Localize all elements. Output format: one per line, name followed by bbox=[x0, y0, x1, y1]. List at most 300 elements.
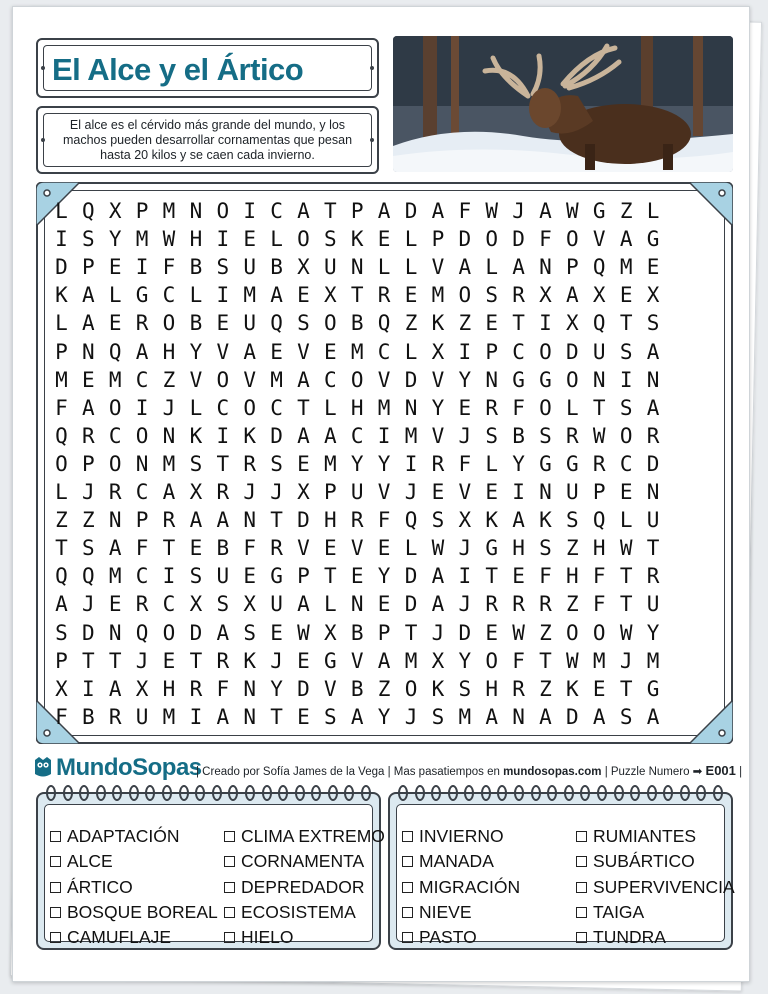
grid-letter[interactable]: C bbox=[350, 423, 364, 448]
grid-letter[interactable]: K bbox=[243, 423, 256, 448]
grid-letter[interactable]: U bbox=[216, 564, 230, 589]
grid-letter[interactable]: N bbox=[539, 480, 552, 505]
grid-letter[interactable]: A bbox=[350, 704, 364, 729]
grid-letter[interactable]: R bbox=[108, 704, 122, 729]
grid-letter[interactable]: Q bbox=[592, 311, 606, 336]
grid-letter[interactable]: I bbox=[243, 199, 256, 223]
grid-letter[interactable]: A bbox=[512, 255, 525, 280]
grid-letter[interactable]: N bbox=[82, 339, 95, 364]
grid-letter[interactable]: V bbox=[431, 255, 445, 280]
grid-letter[interactable]: J bbox=[458, 423, 472, 448]
grid-letter[interactable]: P bbox=[82, 255, 95, 280]
grid-letter[interactable]: G bbox=[539, 367, 552, 392]
grid-letter[interactable]: T bbox=[55, 536, 68, 561]
grid-letter[interactable]: X bbox=[189, 592, 203, 617]
grid-letter[interactable]: A bbox=[216, 620, 230, 645]
grid-letter[interactable]: E bbox=[458, 395, 472, 420]
grid-letter[interactable]: R bbox=[135, 592, 149, 617]
grid-letter[interactable]: M bbox=[404, 648, 418, 673]
grid-letter[interactable]: C bbox=[135, 480, 149, 505]
grid-letter[interactable]: E bbox=[377, 536, 391, 561]
checkbox-icon[interactable] bbox=[402, 856, 413, 867]
grid-letter[interactable]: B bbox=[189, 311, 203, 336]
grid-letter[interactable]: R bbox=[108, 480, 122, 505]
grid-letter[interactable]: Z bbox=[539, 676, 552, 701]
grid-letter[interactable]: X bbox=[458, 508, 472, 533]
grid-letter[interactable]: W bbox=[566, 648, 579, 673]
grid-letter[interactable]: M bbox=[108, 367, 122, 392]
grid-letter[interactable]: J bbox=[270, 648, 283, 673]
grid-letter[interactable]: R bbox=[82, 423, 95, 448]
grid-letter[interactable]: X bbox=[324, 283, 337, 308]
grid-letter[interactable]: T bbox=[324, 564, 337, 589]
grid-letter[interactable]: J bbox=[135, 648, 149, 673]
grid-letter[interactable]: K bbox=[350, 227, 364, 252]
grid-letter[interactable]: P bbox=[82, 451, 95, 476]
grid-letter[interactable]: L bbox=[566, 395, 579, 420]
grid-letter[interactable]: Q bbox=[55, 564, 68, 589]
grid-letter[interactable]: P bbox=[135, 508, 149, 533]
grid-letter[interactable]: T bbox=[512, 311, 525, 336]
grid-letter[interactable]: E bbox=[485, 311, 499, 336]
grid-letter[interactable]: A bbox=[297, 423, 310, 448]
grid-letter[interactable]: T bbox=[592, 395, 606, 420]
grid-letter[interactable]: Q bbox=[270, 311, 283, 336]
grid-letter[interactable]: U bbox=[243, 311, 256, 336]
grid-letter[interactable]: O bbox=[566, 620, 579, 645]
grid-letter[interactable]: A bbox=[431, 564, 445, 589]
grid-letter[interactable]: B bbox=[512, 423, 525, 448]
checkbox-icon[interactable] bbox=[402, 831, 413, 842]
grid-letter[interactable]: I bbox=[216, 423, 230, 448]
grid-letter[interactable]: M bbox=[108, 564, 122, 589]
word-item[interactable]: RUMIANTES bbox=[576, 824, 735, 849]
grid-letter[interactable]: A bbox=[108, 676, 122, 701]
grid-letter[interactable]: S bbox=[485, 283, 499, 308]
grid-letter[interactable]: A bbox=[431, 592, 445, 617]
grid-letter[interactable]: Z bbox=[539, 620, 552, 645]
grid-letter[interactable]: U bbox=[592, 339, 606, 364]
grid-letter[interactable]: L bbox=[485, 255, 499, 280]
grid-letter[interactable]: A bbox=[485, 704, 499, 729]
grid-letter[interactable]: C bbox=[324, 367, 337, 392]
grid-letter[interactable]: E bbox=[485, 620, 499, 645]
grid-letter[interactable]: F bbox=[539, 564, 552, 589]
checkbox-icon[interactable] bbox=[50, 856, 61, 867]
grid-letter[interactable]: J bbox=[162, 395, 176, 420]
grid-letter[interactable]: S bbox=[324, 227, 337, 252]
grid-letter[interactable]: G bbox=[592, 199, 606, 223]
grid-letter[interactable]: D bbox=[404, 367, 418, 392]
grid-letter[interactable]: T bbox=[646, 536, 660, 561]
grid-letter[interactable]: T bbox=[297, 395, 310, 420]
grid-letter[interactable]: U bbox=[270, 592, 283, 617]
grid-letter[interactable]: G bbox=[512, 367, 525, 392]
grid-letter[interactable]: O bbox=[55, 451, 68, 476]
grid-letter[interactable]: S bbox=[458, 676, 472, 701]
grid-letter[interactable]: I bbox=[216, 227, 230, 252]
grid-letter[interactable]: U bbox=[324, 255, 337, 280]
grid-letter[interactable]: C bbox=[162, 592, 176, 617]
grid-letter[interactable]: O bbox=[162, 311, 176, 336]
grid-letter[interactable]: M bbox=[162, 451, 176, 476]
grid-letter[interactable]: A bbox=[108, 536, 122, 561]
grid-letter[interactable]: P bbox=[431, 227, 445, 252]
grid-letter[interactable]: D bbox=[297, 676, 310, 701]
grid-letter[interactable]: W bbox=[619, 536, 633, 561]
grid-letter[interactable]: A bbox=[216, 508, 230, 533]
grid-letter[interactable]: O bbox=[135, 423, 149, 448]
grid-letter[interactable]: M bbox=[270, 367, 283, 392]
grid-letter[interactable]: E bbox=[243, 227, 256, 252]
grid-letter[interactable]: N bbox=[108, 620, 122, 645]
word-item[interactable]: MANADA bbox=[402, 849, 520, 874]
grid-letter[interactable]: J bbox=[404, 480, 418, 505]
grid-letter[interactable]: E bbox=[350, 564, 364, 589]
grid-letter[interactable]: A bbox=[297, 199, 310, 223]
word-item[interactable]: PASTO bbox=[402, 925, 520, 950]
grid-letter[interactable]: C bbox=[135, 367, 149, 392]
grid-letter[interactable]: N bbox=[243, 508, 256, 533]
grid-letter[interactable]: K bbox=[539, 508, 552, 533]
grid-letter[interactable]: O bbox=[485, 648, 499, 673]
grid-letter[interactable]: I bbox=[162, 564, 176, 589]
grid-letter[interactable]: L bbox=[404, 339, 418, 364]
grid-letter[interactable]: T bbox=[404, 620, 418, 645]
grid-letter[interactable]: E bbox=[324, 339, 337, 364]
grid-letter[interactable]: E bbox=[377, 592, 391, 617]
grid-letter[interactable]: R bbox=[566, 423, 579, 448]
grid-letter[interactable]: A bbox=[297, 367, 310, 392]
grid-letter[interactable]: D bbox=[646, 451, 660, 476]
grid-letter[interactable]: R bbox=[646, 564, 660, 589]
grid-letter[interactable]: H bbox=[189, 227, 203, 252]
grid-letter[interactable]: A bbox=[539, 704, 552, 729]
grid-letter[interactable]: T bbox=[619, 592, 633, 617]
grid-letter[interactable]: F bbox=[216, 676, 230, 701]
grid-letter[interactable]: M bbox=[135, 227, 149, 252]
grid-letter[interactable]: K bbox=[243, 648, 256, 673]
grid-letter[interactable]: L bbox=[324, 592, 337, 617]
grid-letter[interactable]: S bbox=[619, 395, 633, 420]
grid-letter[interactable]: V bbox=[189, 367, 203, 392]
grid-letter[interactable]: S bbox=[619, 339, 633, 364]
grid-letter[interactable]: L bbox=[619, 508, 633, 533]
grid-letter[interactable]: R bbox=[162, 508, 176, 533]
grid-letter[interactable]: E bbox=[592, 676, 606, 701]
grid-letter[interactable]: A bbox=[162, 480, 176, 505]
grid-letter[interactable]: S bbox=[431, 704, 445, 729]
grid-letter[interactable]: V bbox=[297, 339, 310, 364]
grid-letter[interactable]: G bbox=[539, 451, 552, 476]
grid-letter[interactable]: L bbox=[55, 199, 68, 223]
grid-letter[interactable]: M bbox=[243, 283, 256, 308]
grid-letter[interactable]: I bbox=[539, 311, 552, 336]
grid-letter[interactable]: L bbox=[377, 255, 391, 280]
grid-letter[interactable]: R bbox=[243, 451, 256, 476]
grid-letter[interactable]: T bbox=[619, 676, 633, 701]
grid-letter[interactable]: N bbox=[350, 592, 364, 617]
grid-letter[interactable]: F bbox=[55, 395, 68, 420]
grid-letter[interactable]: I bbox=[216, 283, 230, 308]
grid-letter[interactable]: W bbox=[297, 620, 310, 645]
grid-letter[interactable]: L bbox=[404, 255, 418, 280]
grid-letter[interactable]: L bbox=[55, 480, 68, 505]
grid-letter[interactable]: Q bbox=[55, 423, 68, 448]
grid-letter[interactable]: O bbox=[404, 676, 418, 701]
grid-letter[interactable]: J bbox=[458, 536, 472, 561]
grid-letter[interactable]: M bbox=[350, 339, 364, 364]
grid-letter[interactable]: S bbox=[189, 564, 203, 589]
grid-letter[interactable]: X bbox=[539, 283, 552, 308]
word-item[interactable]: TUNDRA bbox=[576, 925, 735, 950]
grid-letter[interactable]: E bbox=[485, 480, 499, 505]
grid-letter[interactable]: Z bbox=[566, 592, 579, 617]
grid-letter[interactable]: L bbox=[270, 227, 283, 252]
grid-letter[interactable]: W bbox=[512, 620, 525, 645]
grid-letter[interactable]: C bbox=[162, 283, 176, 308]
grid-letter[interactable]: R bbox=[592, 451, 606, 476]
grid-letter[interactable]: N bbox=[646, 367, 660, 392]
grid-letter[interactable]: B bbox=[350, 620, 364, 645]
grid-letter[interactable]: D bbox=[566, 704, 579, 729]
grid-letter[interactable]: J bbox=[82, 592, 95, 617]
word-item[interactable]: BOSQUE BOREAL bbox=[50, 900, 218, 925]
grid-letter[interactable]: A bbox=[377, 648, 391, 673]
word-item[interactable]: HIELO bbox=[224, 925, 385, 950]
grid-letter[interactable]: J bbox=[431, 620, 445, 645]
grid-letter[interactable]: F bbox=[55, 704, 68, 729]
grid-letter[interactable]: Y bbox=[108, 227, 122, 252]
grid-letter[interactable]: D bbox=[458, 620, 472, 645]
grid-letter[interactable]: T bbox=[270, 508, 283, 533]
grid-letter[interactable]: I bbox=[458, 339, 472, 364]
grid-letter[interactable]: F bbox=[243, 536, 256, 561]
grid-letter[interactable]: O bbox=[539, 339, 552, 364]
grid-letter[interactable]: P bbox=[55, 648, 68, 673]
grid-letter[interactable]: D bbox=[458, 227, 472, 252]
word-item[interactable]: ALCE bbox=[50, 849, 218, 874]
grid-letter[interactable]: M bbox=[404, 423, 418, 448]
grid-letter[interactable]: M bbox=[619, 255, 633, 280]
grid-letter[interactable]: R bbox=[646, 423, 660, 448]
grid-letter[interactable]: Y bbox=[458, 648, 472, 673]
grid-letter[interactable]: R bbox=[216, 480, 230, 505]
grid-letter[interactable]: E bbox=[404, 283, 418, 308]
grid-letter[interactable]: R bbox=[431, 451, 445, 476]
grid-letter[interactable]: R bbox=[216, 648, 230, 673]
grid-letter[interactable]: U bbox=[243, 255, 256, 280]
grid-letter[interactable]: X bbox=[431, 648, 445, 673]
grid-letter[interactable]: N bbox=[135, 451, 149, 476]
grid-letter[interactable]: L bbox=[485, 451, 499, 476]
grid-letter[interactable]: E bbox=[377, 227, 391, 252]
grid-letter[interactable]: I bbox=[458, 564, 472, 589]
grid-letter[interactable]: N bbox=[108, 508, 122, 533]
grid-letter[interactable]: O bbox=[324, 311, 337, 336]
word-item[interactable]: ÁRTICO bbox=[50, 875, 218, 900]
checkbox-icon[interactable] bbox=[224, 932, 235, 943]
grid-letter[interactable]: Z bbox=[55, 508, 68, 533]
word-item[interactable]: ECOSISTEMA bbox=[224, 900, 385, 925]
grid-letter[interactable]: E bbox=[512, 564, 525, 589]
grid-letter[interactable]: V bbox=[431, 423, 445, 448]
grid-letter[interactable]: P bbox=[377, 620, 391, 645]
grid-letter[interactable]: A bbox=[270, 283, 283, 308]
grid-letter[interactable]: X bbox=[55, 676, 68, 701]
grid-letter[interactable]: X bbox=[108, 199, 122, 223]
grid-letter[interactable]: S bbox=[539, 536, 552, 561]
grid-letter[interactable]: Q bbox=[592, 508, 606, 533]
grid-letter[interactable]: W bbox=[162, 227, 176, 252]
grid-letter[interactable]: N bbox=[539, 255, 552, 280]
grid-letter[interactable]: X bbox=[592, 283, 606, 308]
grid-letter[interactable]: N bbox=[350, 255, 364, 280]
grid-letter[interactable]: V bbox=[377, 480, 391, 505]
grid-letter[interactable]: X bbox=[646, 283, 660, 308]
grid-letter[interactable]: A bbox=[566, 283, 579, 308]
grid-letter[interactable]: Q bbox=[135, 620, 149, 645]
grid-letter[interactable]: Z bbox=[458, 311, 472, 336]
grid-letter[interactable]: H bbox=[350, 395, 364, 420]
grid-letter[interactable]: U bbox=[646, 508, 660, 533]
grid-letter[interactable]: E bbox=[108, 255, 122, 280]
grid-letter[interactable]: P bbox=[324, 480, 337, 505]
grid-letter[interactable]: D bbox=[270, 423, 283, 448]
grid-letter[interactable]: Q bbox=[592, 255, 606, 280]
grid-letter[interactable]: O bbox=[243, 395, 256, 420]
word-item[interactable]: CAMUFLAJE bbox=[50, 925, 218, 950]
grid-letter[interactable]: L bbox=[404, 536, 418, 561]
checkbox-icon[interactable] bbox=[576, 932, 587, 943]
grid-letter[interactable]: T bbox=[539, 648, 552, 673]
grid-letter[interactable]: V bbox=[243, 367, 256, 392]
grid-letter[interactable]: O bbox=[108, 451, 122, 476]
checkbox-icon[interactable] bbox=[576, 856, 587, 867]
grid-letter[interactable]: J bbox=[82, 480, 95, 505]
grid-letter[interactable]: R bbox=[189, 676, 203, 701]
grid-letter[interactable]: M bbox=[592, 648, 606, 673]
grid-letter[interactable]: H bbox=[485, 676, 499, 701]
checkbox-icon[interactable] bbox=[402, 907, 413, 918]
word-item[interactable]: MIGRACIÓN bbox=[402, 875, 520, 900]
grid-letter[interactable]: T bbox=[324, 199, 337, 223]
grid-letter[interactable]: X bbox=[566, 311, 579, 336]
grid-letter[interactable]: Y bbox=[377, 704, 391, 729]
grid-letter[interactable]: V bbox=[377, 367, 391, 392]
grid-letter[interactable]: A bbox=[324, 423, 337, 448]
grid-letter[interactable]: F bbox=[512, 648, 525, 673]
grid-letter[interactable]: S bbox=[216, 255, 230, 280]
grid-letter[interactable]: E bbox=[270, 339, 283, 364]
grid-letter[interactable]: D bbox=[82, 620, 95, 645]
grid-letter[interactable]: R bbox=[539, 592, 552, 617]
grid-letter[interactable]: E bbox=[646, 255, 660, 280]
grid-letter[interactable]: H bbox=[566, 564, 579, 589]
grid-letter[interactable]: R bbox=[512, 283, 525, 308]
grid-letter[interactable]: X bbox=[297, 255, 310, 280]
grid-letter[interactable]: I bbox=[135, 255, 149, 280]
grid-letter[interactable]: E bbox=[324, 536, 337, 561]
grid-letter[interactable]: V bbox=[458, 480, 472, 505]
grid-letter[interactable]: A bbox=[297, 592, 310, 617]
grid-letter[interactable]: S bbox=[324, 704, 337, 729]
grid-letter[interactable]: F bbox=[512, 395, 525, 420]
word-item[interactable]: ADAPTACIÓN bbox=[50, 824, 218, 849]
grid-letter[interactable]: S bbox=[82, 227, 95, 252]
grid-letter[interactable]: A bbox=[82, 311, 95, 336]
checkbox-icon[interactable] bbox=[402, 882, 413, 893]
grid-letter[interactable]: O bbox=[566, 367, 579, 392]
word-item[interactable]: SUBÁRTICO bbox=[576, 849, 735, 874]
grid-letter[interactable]: G bbox=[566, 451, 579, 476]
grid-letter[interactable]: C bbox=[377, 339, 391, 364]
grid-letter[interactable]: F bbox=[539, 227, 552, 252]
grid-letter[interactable]: A bbox=[55, 592, 68, 617]
grid-letter[interactable]: F bbox=[135, 536, 149, 561]
grid-letter[interactable]: O bbox=[216, 367, 230, 392]
grid-letter[interactable]: H bbox=[324, 508, 337, 533]
grid-letter[interactable]: S bbox=[189, 451, 203, 476]
word-item[interactable]: CLIMA EXTREMO bbox=[224, 824, 385, 849]
grid-letter[interactable]: M bbox=[431, 283, 445, 308]
grid-letter[interactable]: D bbox=[404, 199, 418, 223]
grid-letter[interactable]: D bbox=[404, 564, 418, 589]
grid-letter[interactable]: Y bbox=[458, 367, 472, 392]
grid-letter[interactable]: I bbox=[189, 704, 203, 729]
grid-letter[interactable]: Q bbox=[82, 199, 95, 223]
grid-letter[interactable]: U bbox=[350, 480, 364, 505]
grid-letter[interactable]: N bbox=[512, 704, 525, 729]
grid-letter[interactable]: X bbox=[135, 676, 149, 701]
grid-letter[interactable]: W bbox=[592, 423, 606, 448]
grid-letter[interactable]: K bbox=[55, 283, 68, 308]
grid-letter[interactable]: Q bbox=[108, 339, 122, 364]
word-item[interactable]: CORNAMENTA bbox=[224, 849, 385, 874]
grid-letter[interactable]: A bbox=[189, 508, 203, 533]
grid-letter[interactable]: U bbox=[566, 480, 579, 505]
grid-letter[interactable]: A bbox=[216, 704, 230, 729]
grid-letter[interactable]: P bbox=[350, 199, 364, 223]
grid-letter[interactable]: F bbox=[162, 255, 176, 280]
grid-letter[interactable]: W bbox=[485, 199, 499, 223]
grid-letter[interactable]: E bbox=[431, 480, 445, 505]
grid-letter[interactable]: K bbox=[485, 508, 499, 533]
checkbox-icon[interactable] bbox=[576, 831, 587, 842]
grid-letter[interactable]: A bbox=[592, 704, 606, 729]
grid-letter[interactable]: E bbox=[297, 704, 310, 729]
grid-letter[interactable]: A bbox=[82, 395, 95, 420]
grid-letter[interactable]: S bbox=[243, 620, 256, 645]
grid-letter[interactable]: Z bbox=[162, 367, 176, 392]
grid-letter[interactable]: Q bbox=[404, 508, 418, 533]
grid-letter[interactable]: C bbox=[619, 451, 633, 476]
grid-letter[interactable]: T bbox=[162, 536, 176, 561]
grid-letter[interactable]: S bbox=[646, 311, 660, 336]
grid-letter[interactable]: G bbox=[270, 564, 283, 589]
grid-letter[interactable]: A bbox=[646, 395, 660, 420]
grid-letter[interactable]: D bbox=[55, 255, 68, 280]
grid-letter[interactable]: S bbox=[566, 508, 579, 533]
grid-letter[interactable]: R bbox=[135, 311, 149, 336]
grid-letter[interactable]: I bbox=[512, 480, 525, 505]
grid-letter[interactable]: V bbox=[216, 339, 230, 364]
grid-letter[interactable]: V bbox=[350, 536, 364, 561]
grid-letter[interactable]: E bbox=[619, 283, 633, 308]
grid-letter[interactable]: T bbox=[189, 648, 203, 673]
grid-letter[interactable]: V bbox=[592, 227, 606, 252]
grid-letter[interactable]: F bbox=[377, 508, 391, 533]
